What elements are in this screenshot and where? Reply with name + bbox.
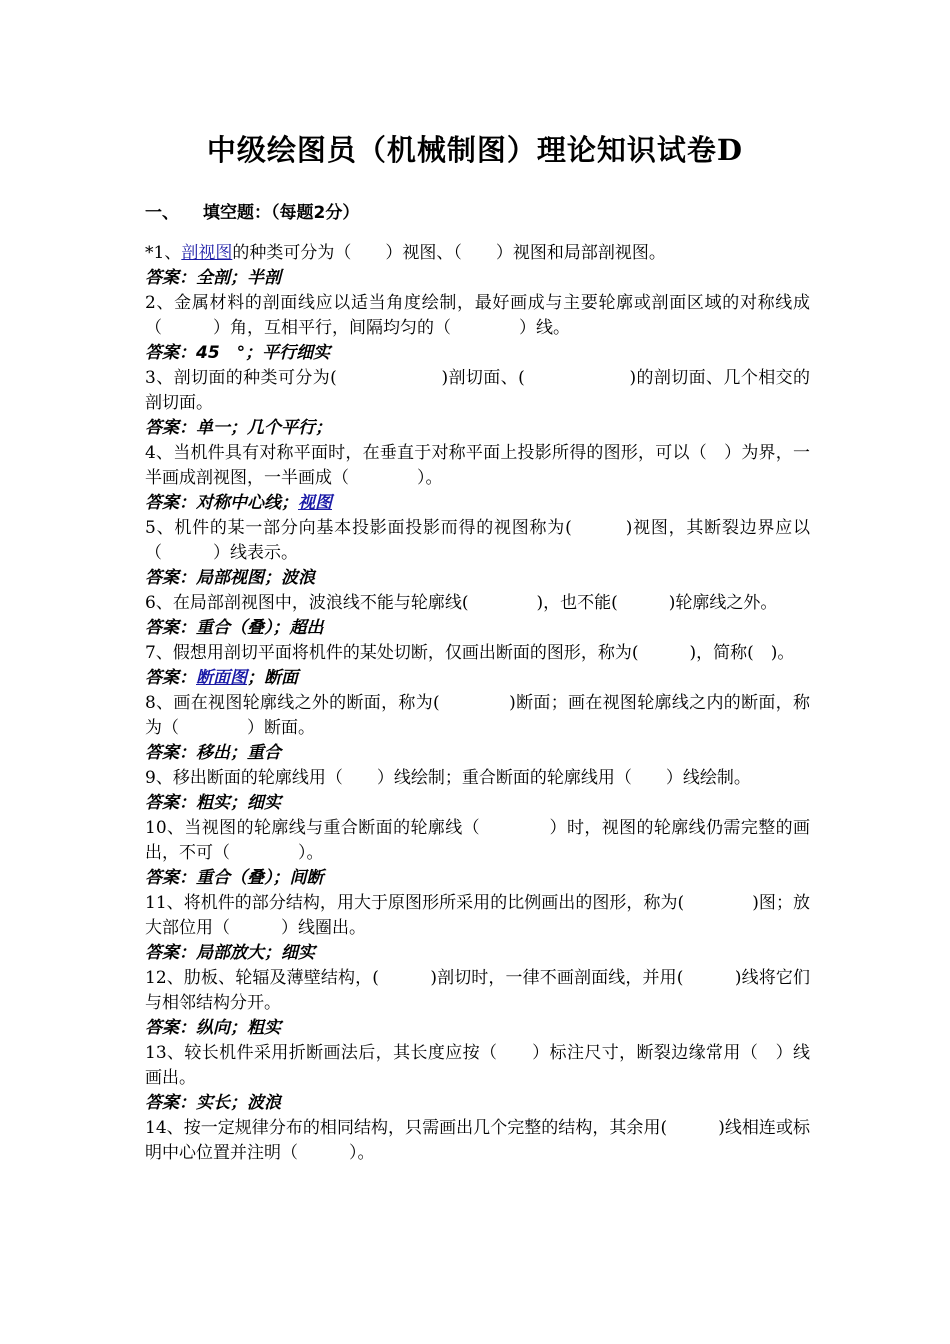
question-8: 8、画在视图轮廓线之外的断面，称为( )断面；画在视图轮廓线之内的断面，称为（ ）断面。	[145, 693, 810, 738]
answer-10: 答案：重合（叠）；间断	[145, 868, 324, 888]
answer-12: 答案：纵向；粗实	[145, 1018, 281, 1038]
question-12: 12、肋板、轮辐及薄壁结构，( )剖切时，一律不画剖面线，并用( )线将它们与相邻结构分开。	[145, 968, 810, 1013]
answer-4	[145, 491, 810, 516]
question-13: 13、较长机件采用折断画法后，其长度应按（ ）标注尺寸，断裂边缘常用（ ）线画出。	[145, 1043, 810, 1088]
question-3: 3、剖切面的种类可分为( )剖切面、( )的剖切面、几个相交的剖切面。	[145, 368, 810, 413]
question-7: 7、假想用剖切平面将机件的某处切断，仅画出断面的图形，称为( )，简称( )。	[145, 643, 795, 663]
answer-link[interactable]: 视图	[298, 493, 332, 513]
answer-7	[145, 666, 810, 691]
question-11: 11、将机件的部分结构，用大于原图形所采用的比例画出的图形，称为( )图；放大部位用（ ）线圈出。	[145, 893, 810, 938]
question-1-text: 的种类可分为（ ）视图、（ ）视图和局部剖视图。	[232, 243, 666, 263]
section-number: 一、	[145, 203, 179, 223]
answer-8: 答案：移出；重合	[145, 743, 281, 763]
answer-3: 答案：单一；几个平行；	[145, 418, 332, 438]
answer-13: 答案：实长；波浪	[145, 1093, 281, 1113]
answer-2: 答案：45 °；平行细实	[145, 343, 331, 363]
term-link[interactable]: 剖视图	[181, 243, 233, 263]
question-14: 14、按一定规律分布的相同结构，只需画出几个完整的结构，其余用( )线相连或标明中心位置并注明（ ）。	[145, 1118, 810, 1163]
answer-6: 答案：重合（叠）；超出	[145, 618, 324, 638]
section-label: 填空题：（每题2分）	[203, 203, 360, 223]
answer-1: 答案：全剖；半剖	[145, 268, 281, 288]
question-4: 4、当机件具有对称平面时，在垂直于对称平面上投影所得的图形，可以（ ）为界，一半画成剖视图，一半画成（ ）。	[145, 443, 810, 488]
question-6: 6、在局部剖视图中，波浪线不能与轮廓线( )，也不能( )轮廓线之外。	[145, 593, 778, 613]
question-2: 2、金属材料的剖面线应以适当角度绘制，最好画成与主要轮廓或剖面区域的对称线成（ ）角，互相平行，间隔均匀的（ ）线。	[145, 293, 810, 338]
section-heading	[145, 198, 359, 223]
answer-5: 答案：局部视图；波浪	[145, 568, 315, 588]
answer-link[interactable]: 断面图	[196, 668, 247, 688]
answer-11: 答案：局部放大；细实	[145, 943, 315, 963]
answer-9: 答案：粗实；细实	[145, 793, 281, 813]
answer-4-text: 答案：对称中心线；	[145, 493, 298, 513]
answer-7-label: 答案：	[145, 668, 196, 688]
question-1	[145, 241, 810, 266]
answer-7-text: ；断面	[247, 668, 298, 688]
question-1-number: *1、	[145, 243, 182, 263]
question-5: 5、机件的某一部分向基本投影面投影而得的视图称为( )视图，其断裂边界应以（ ）线表示。	[145, 518, 810, 563]
question-9: 9、移出断面的轮廓线用（ ）线绘制；重合断面的轮廓线用（ ）线绘制。	[145, 768, 751, 788]
question-10: 10、当视图的轮廓线与重合断面的轮廓线（ ）时，视图的轮廓线仍需完整的画出，不可（ ）。	[145, 818, 810, 863]
question-list	[145, 241, 810, 1166]
document-title: 中级绘图员（机械制图）理论知识试卷D	[206, 133, 744, 167]
